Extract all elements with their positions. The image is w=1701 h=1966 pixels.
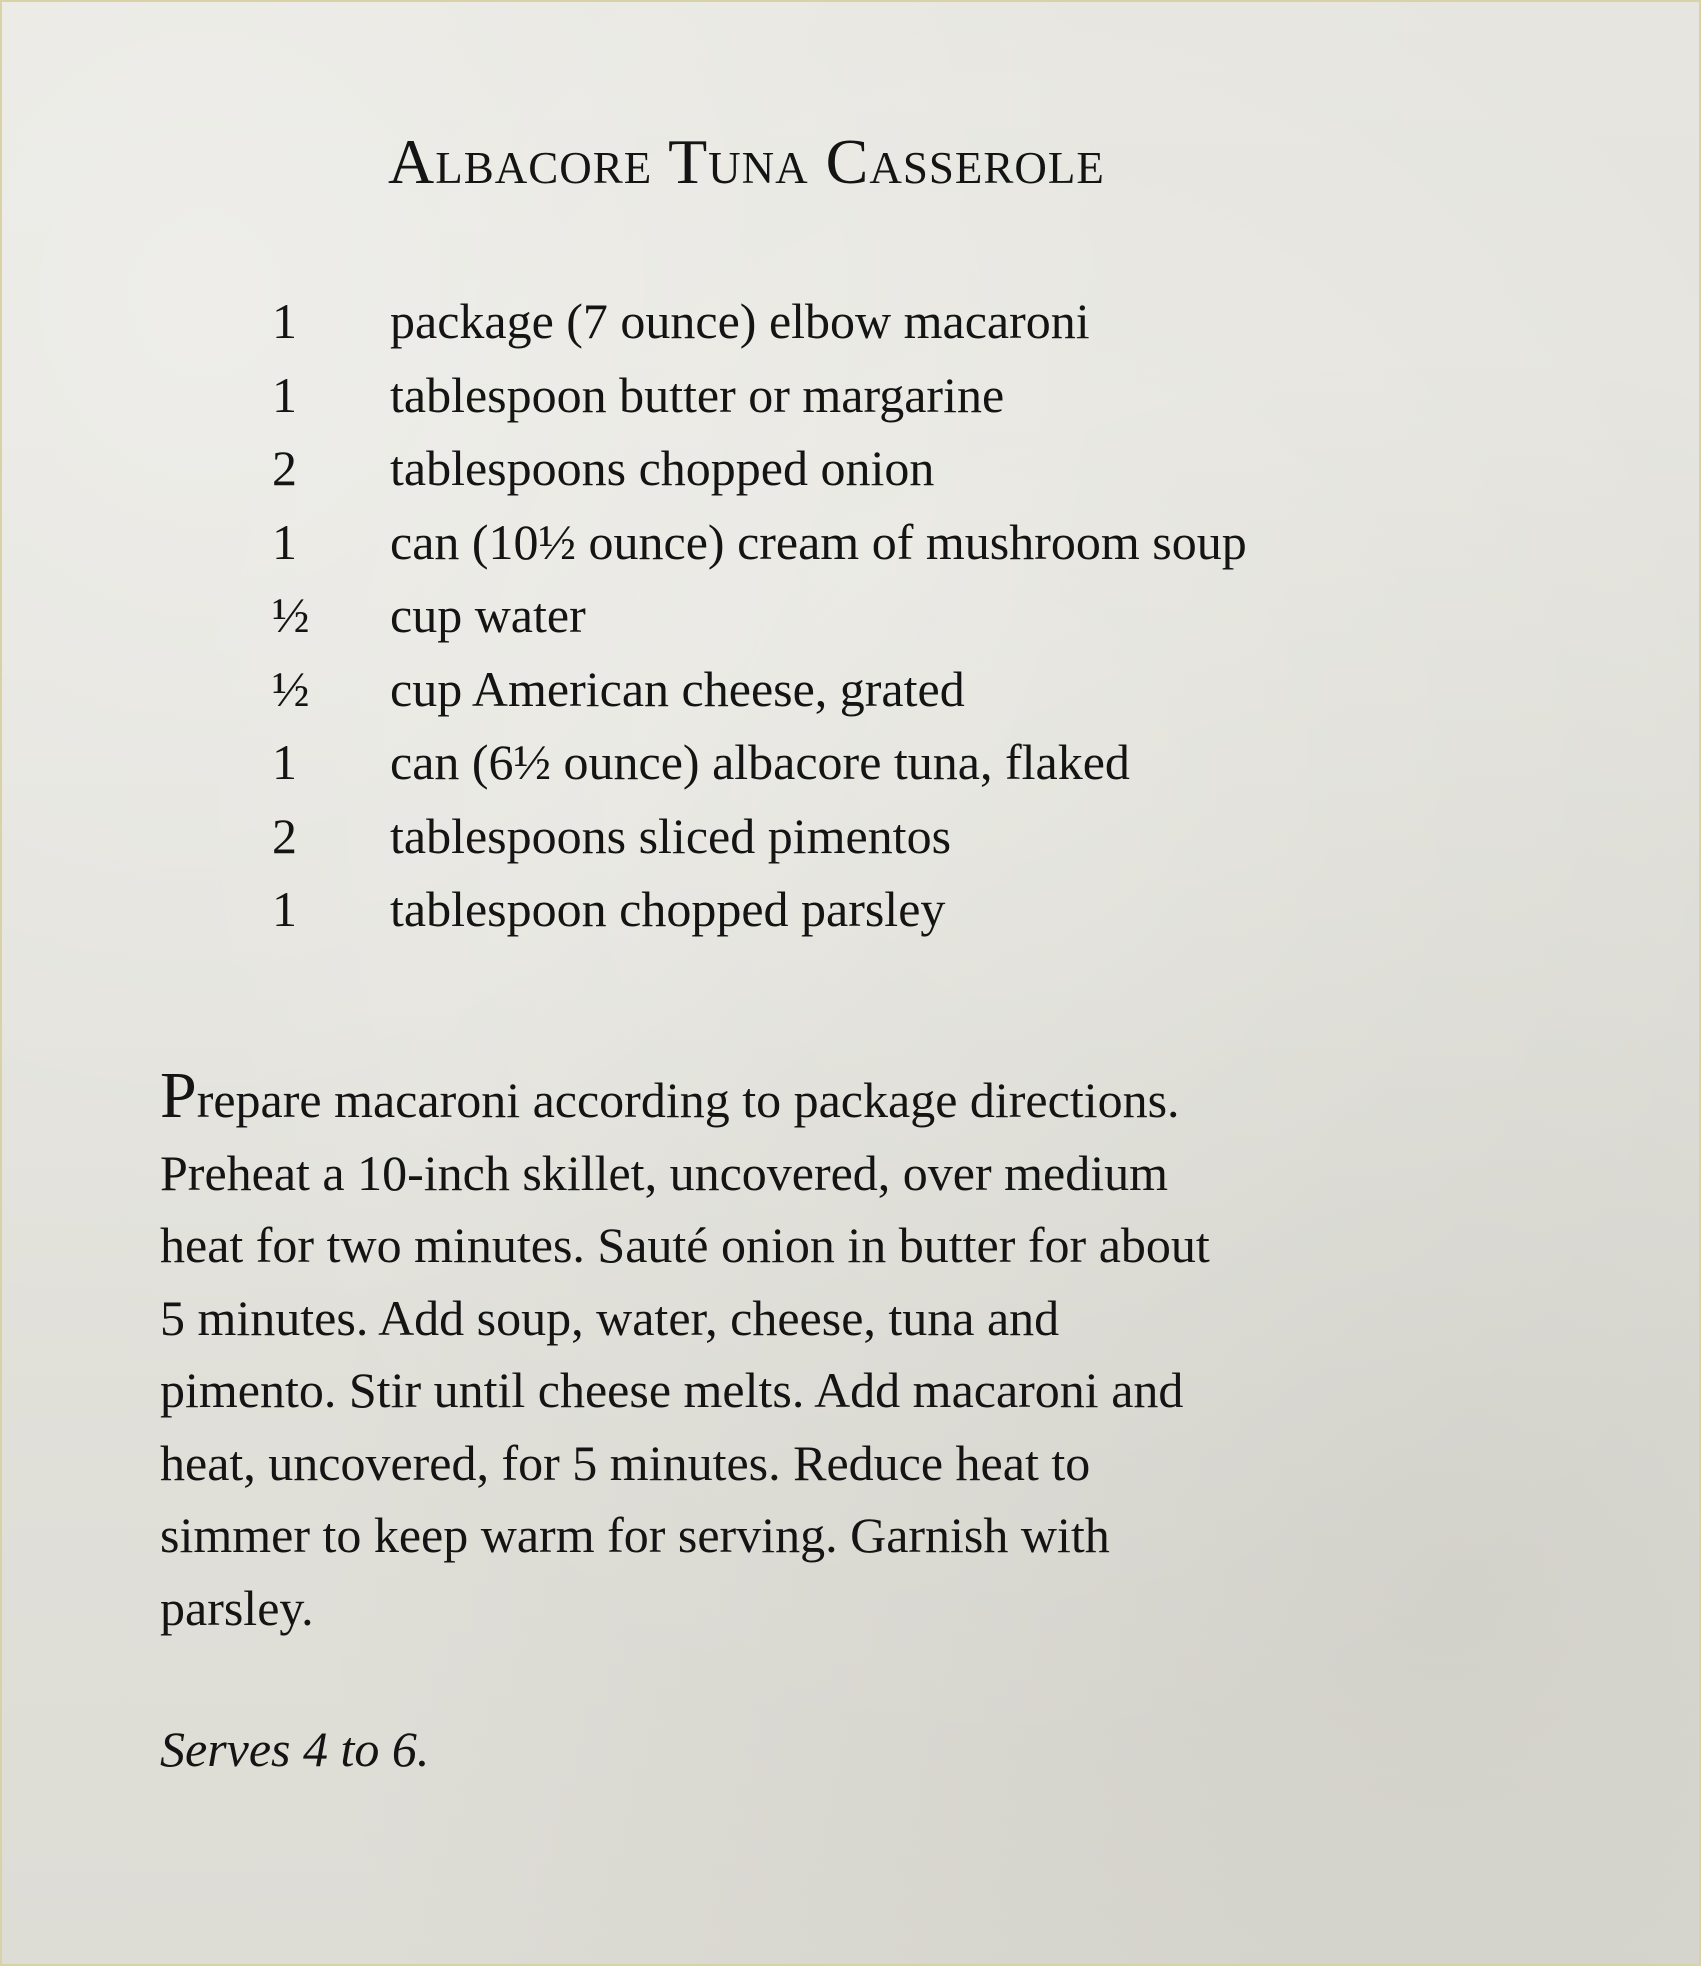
ingredient-row xyxy=(272,660,1247,734)
ingredient-row xyxy=(272,292,1247,366)
directions-line: parsley. xyxy=(160,1579,314,1636)
ingredient-row xyxy=(272,586,1247,660)
ingredient-quantity: ½ xyxy=(272,660,310,717)
ingredient-name: can (10½ ounce) cream of mushroom soup xyxy=(390,513,1247,570)
directions-line-text: repare macaroni according to package directions. xyxy=(196,1072,1180,1128)
ingredient-quantity: 2 xyxy=(272,807,297,864)
drop-cap-initial: P xyxy=(160,1059,197,1132)
ingredient-row xyxy=(272,880,1247,954)
directions-paragraph xyxy=(160,1060,1580,1644)
ingredient-quantity: 1 xyxy=(272,881,297,937)
ingredient-quantity: ½ xyxy=(272,587,310,643)
directions-line: simmer to keep warm for serving. Garnish with xyxy=(160,1507,1110,1563)
ingredient-row xyxy=(272,807,1247,881)
ingredient-name: tablespoon chopped parsley xyxy=(390,881,946,937)
recipe-title: Albacore Tuna Casserole xyxy=(388,126,1105,197)
directions-line: pimento. Stir until cheese melts. Add macaroni and xyxy=(160,1362,1184,1418)
directions-line: heat for two minutes. Sauté onion in butter for about xyxy=(160,1217,1210,1273)
ingredient-name: cup water xyxy=(390,587,586,643)
serving-size: Serves 4 to 6. xyxy=(160,1721,430,1777)
ingredient-row xyxy=(272,439,1247,513)
ingredient-name: tablespoon butter or margarine xyxy=(390,366,1005,423)
ingredient-name: can (6½ ounce) albacore tuna, flaked xyxy=(390,734,1130,790)
ingredient-quantity: 1 xyxy=(272,513,297,570)
ingredient-row xyxy=(272,366,1247,440)
ingredient-quantity: 1 xyxy=(272,734,297,790)
directions-line xyxy=(160,1060,1580,1137)
ingredient-name: tablespoons sliced pimentos xyxy=(390,807,952,864)
ingredient-row xyxy=(272,513,1247,587)
directions-line: 5 minutes. Add soup, water, cheese, tuna and xyxy=(160,1289,1060,1346)
ingredient-name: tablespoons chopped onion xyxy=(390,440,935,496)
ingredient-name: package (7 ounce) elbow macaroni xyxy=(390,293,1090,349)
ingredient-quantity: 1 xyxy=(272,293,297,349)
ingredient-quantity: 1 xyxy=(272,366,297,423)
ingredient-row xyxy=(272,733,1247,807)
ingredient-name: cup American cheese, grated xyxy=(390,660,965,717)
directions-line: Preheat a 10-inch skillet, uncovered, over medium xyxy=(160,1144,1169,1201)
ingredient-list xyxy=(272,292,1247,954)
directions-line: heat, uncovered, for 5 minutes. Reduce heat to xyxy=(160,1434,1091,1491)
ingredient-quantity: 2 xyxy=(272,440,297,496)
